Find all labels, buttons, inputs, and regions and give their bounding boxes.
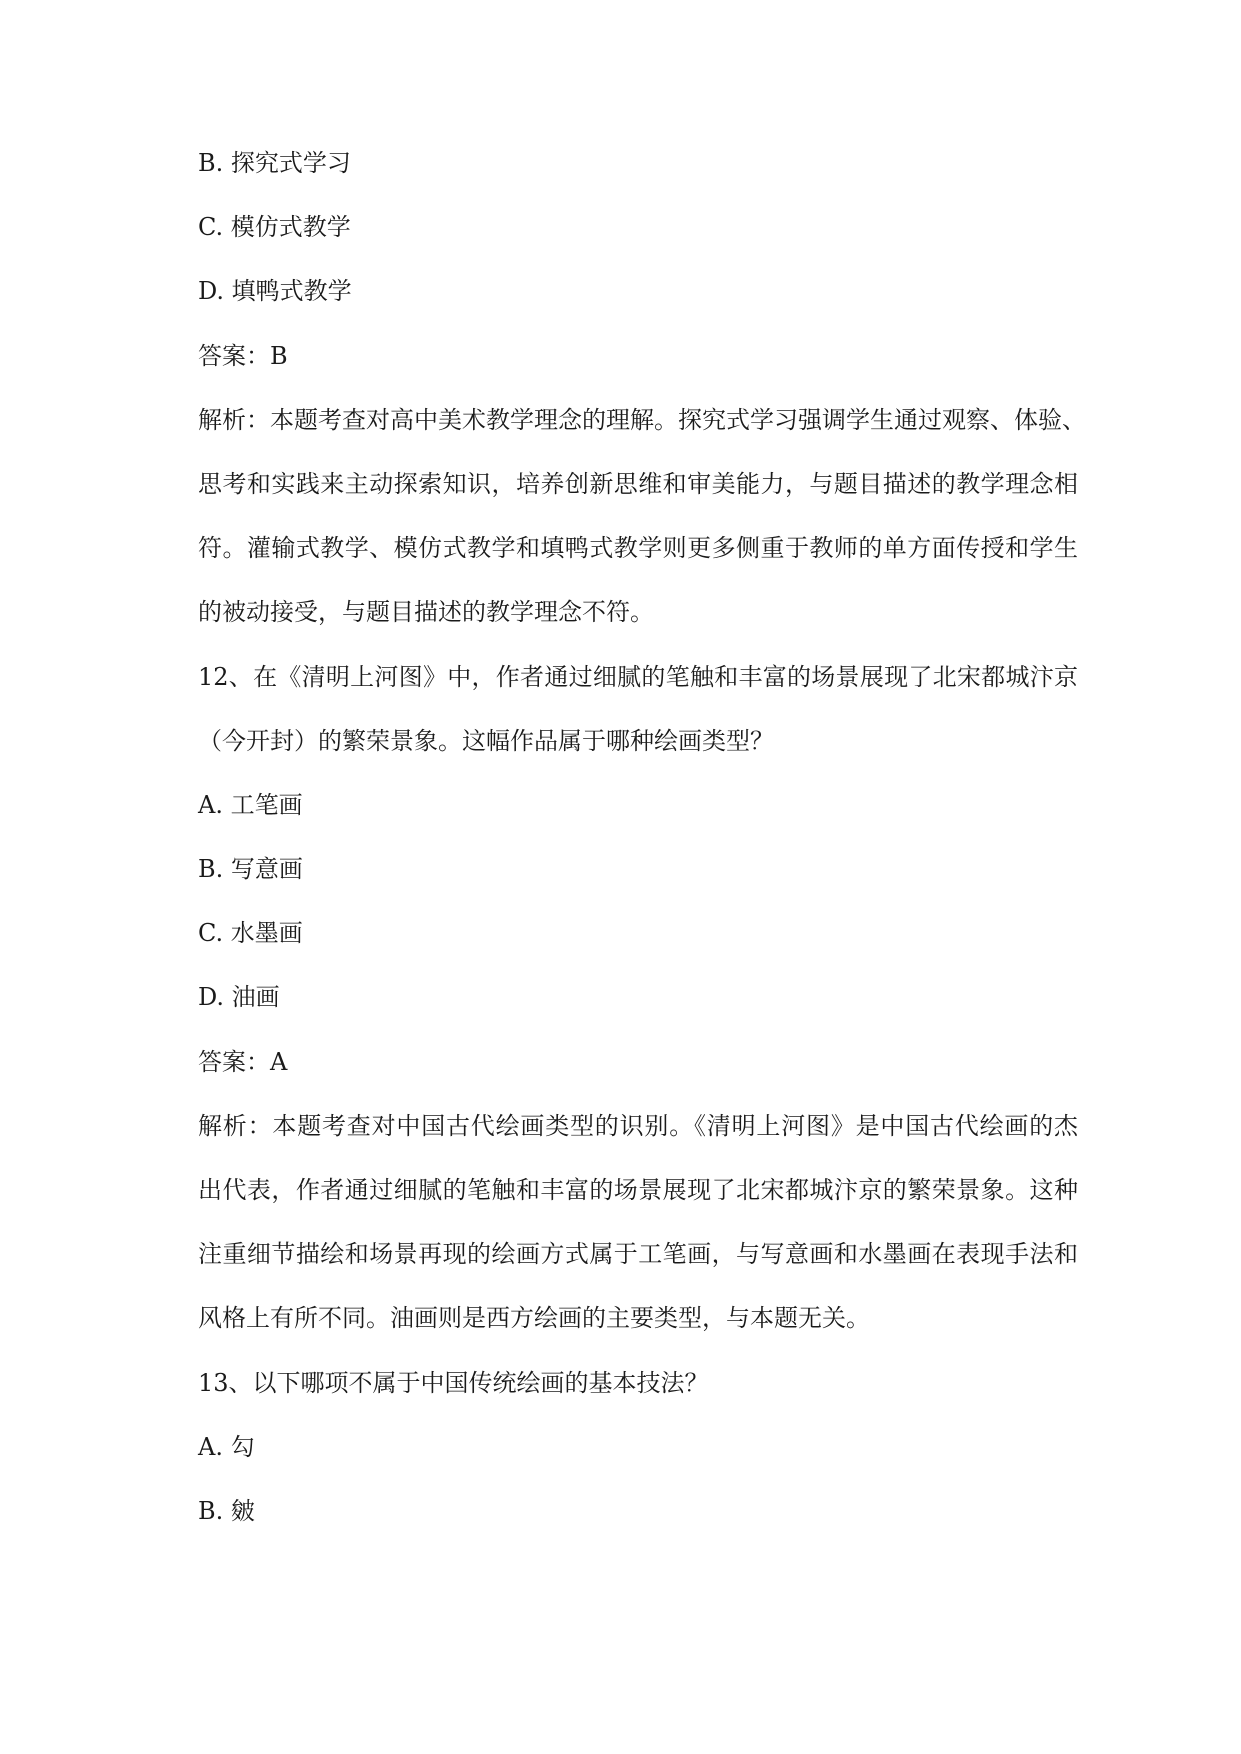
q13-option-b: B. 皴 (198, 1496, 255, 1525)
q13-option-a: A. 勾 (198, 1432, 255, 1461)
q11-answer: 答案：B (198, 341, 288, 370)
q12-analysis-line: 出代表，作者通过细腻的笔触和丰富的场景展现了北宋都城汴京的繁荣景象。这种 (198, 1176, 1078, 1204)
q12-analysis-line: 解析：本题考查对中国古代绘画类型的识别。《清明上河图》是中国古代绘画的杰 (198, 1111, 1078, 1140)
q12-analysis-line: 注重细节描绘和场景再现的绘画方式属于工笔画，与写意画和水墨画在表现手法和 (198, 1240, 1078, 1269)
q12-stem (198, 645, 1078, 773)
q11-option-c: C. 模仿式教学 (198, 213, 351, 242)
q12-option-a: A. 工笔画 (198, 790, 303, 819)
q11-analysis-line: 符。灌输式教学、模仿式教学和填鸭式教学则更多侧重于教师的单方面传授和学生 (198, 534, 1078, 563)
q12-analysis (198, 1094, 1078, 1351)
q12-option-d: D. 油画 (198, 983, 280, 1012)
q12-option-c: C. 水墨画 (198, 919, 303, 948)
q12-answer: 答案：A (198, 1047, 288, 1076)
q12-stem-line: （今开封）的繁荣景象。这幅作品属于哪种绘画类型？ (198, 726, 774, 755)
q11-analysis-line: 解析：本题考查对高中美术教学理念的理解。探究式学习强调学生通过观察、体验、 (198, 405, 1086, 434)
q11-option-b: B. 探究式学习 (198, 149, 351, 177)
q11-analysis (198, 388, 1086, 645)
q11-option-d: D. 填鸭式教学 (198, 277, 352, 306)
q13-stem: 13、以下哪项不属于中国传统绘画的基本技法？ (198, 1368, 709, 1397)
q11-analysis-line: 的被动接受，与题目描述的教学理念不符。 (198, 598, 654, 627)
q11-analysis-line: 思考和实践来主动探索知识，培养创新思维和审美能力，与题目描述的教学理念相 (198, 469, 1078, 498)
q12-stem-line: 12、在《清明上河图》中，作者通过细腻的笔触和丰富的场景展现了北宋都城汴京 (198, 662, 1078, 691)
q12-option-b: B. 写意画 (198, 855, 303, 884)
q12-analysis-line: 风格上有所不同。油画则是西方绘画的主要类型，与本题无关。 (198, 1304, 870, 1333)
document-body (198, 131, 1086, 1543)
